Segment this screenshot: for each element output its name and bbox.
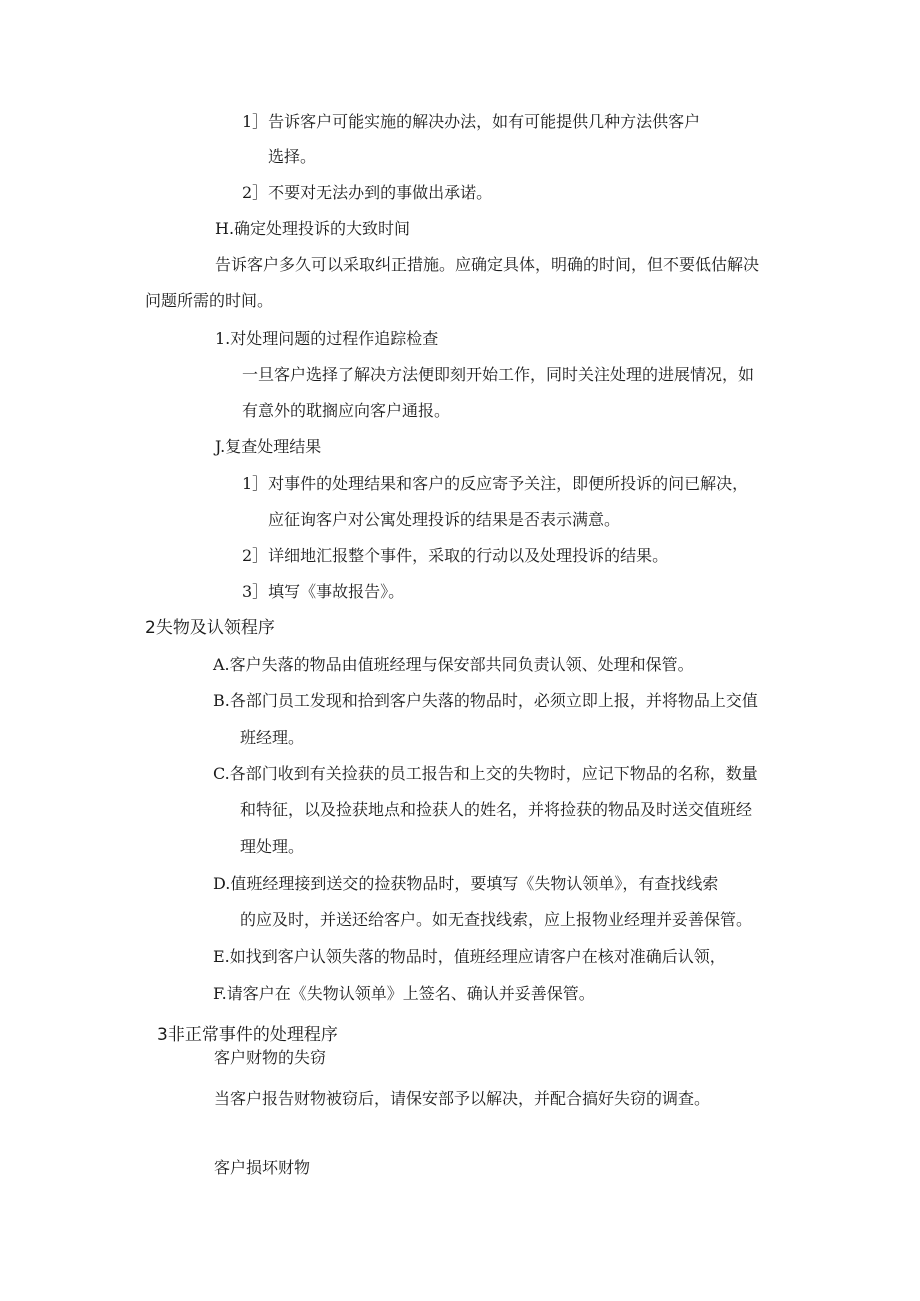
lost-item-c-line3: 理处理。 [240, 837, 305, 856]
step-i-title: 1.对处理问题的过程作追踪检查 [215, 329, 439, 348]
lost-item-e: E.如找到客户认领失落的物品时，值班经理应请客户在核对准确后认领， [213, 947, 726, 966]
lost-item-d-line1: D.值班经理接到送交的捡获物品时，要填写《失物认领单》，有查找线索 [213, 874, 719, 893]
step-h-title: H.确定处理投诉的大致时间 [215, 219, 411, 238]
step-i-body-line2: 有意外的耽搁应向客户通报。 [242, 401, 451, 420]
step-g2: 2］不要对无法办到的事做出承诺。 [242, 183, 493, 202]
step-j1-line1: 1］对事件的处理结果和客户的反应寄予关注，即便所投诉的问已解决， [242, 474, 749, 493]
step-h-body-line1: 告诉客户多久可以采取纠正措施。应确定具体，明确的时间，但不要低估解决 [215, 255, 760, 274]
section-heading-lost-property: 2失物及认领程序 [145, 618, 275, 638]
step-j-title: J.复查处理结果 [215, 437, 322, 456]
damage-title: 客户损坏财物 [214, 1158, 311, 1177]
lost-item-c-line1: C.各部门收到有关捡获的员工报告和上交的失物时，应记下物品的名称，数量 [213, 764, 758, 783]
lost-item-a: A.客户失落的物品由值班经理与保安部共同负责认领、处理和保管。 [213, 655, 694, 674]
theft-body: 当客户报告财物被窃后，请保安部予以解决，并配合搞好失窃的调查。 [214, 1089, 711, 1108]
step-j2: 2］详细地汇报整个事件，采取的行动以及处理投诉的结果。 [242, 546, 669, 565]
step-g1-line1: 1］告诉客户可能实施的解决办法，如有可能提供几种方法供客户 [242, 112, 701, 131]
step-i-body-line1: 一旦客户选择了解决方法便即刻开始工作，同时关注处理的进展情况，如 [242, 365, 755, 384]
section-heading-abnormal-events: 3非正常事件的处理程序 [157, 1025, 338, 1045]
step-j1-line2: 应征询客户对公寓处理投诉的结果是否表示满意。 [268, 510, 621, 529]
step-g1-line2: 选择。 [268, 147, 317, 166]
lost-item-b-line2: 班经理。 [240, 728, 305, 747]
step-j3: 3］填写《事故报告》。 [242, 582, 405, 601]
step-h-body-line2: 问题所需的时间。 [145, 291, 274, 310]
lost-item-f: F.请客户在《失物认领单》上签名、确认并妥善保管。 [213, 984, 595, 1003]
theft-title: 客户财物的失窃 [214, 1048, 327, 1067]
lost-item-d-line2: 的应及时，并送还给客户。如无查找线索，应上报物业经理并妥善保管。 [240, 910, 753, 929]
lost-item-b-line1: B.各部门员工发现和拾到客户失落的物品时，必须立即上报，并将物品上交值 [213, 691, 758, 710]
lost-item-c-line2: 和特征，以及捡获地点和捡获人的姓名，并将捡获的物品及时送交值班经 [240, 800, 753, 819]
